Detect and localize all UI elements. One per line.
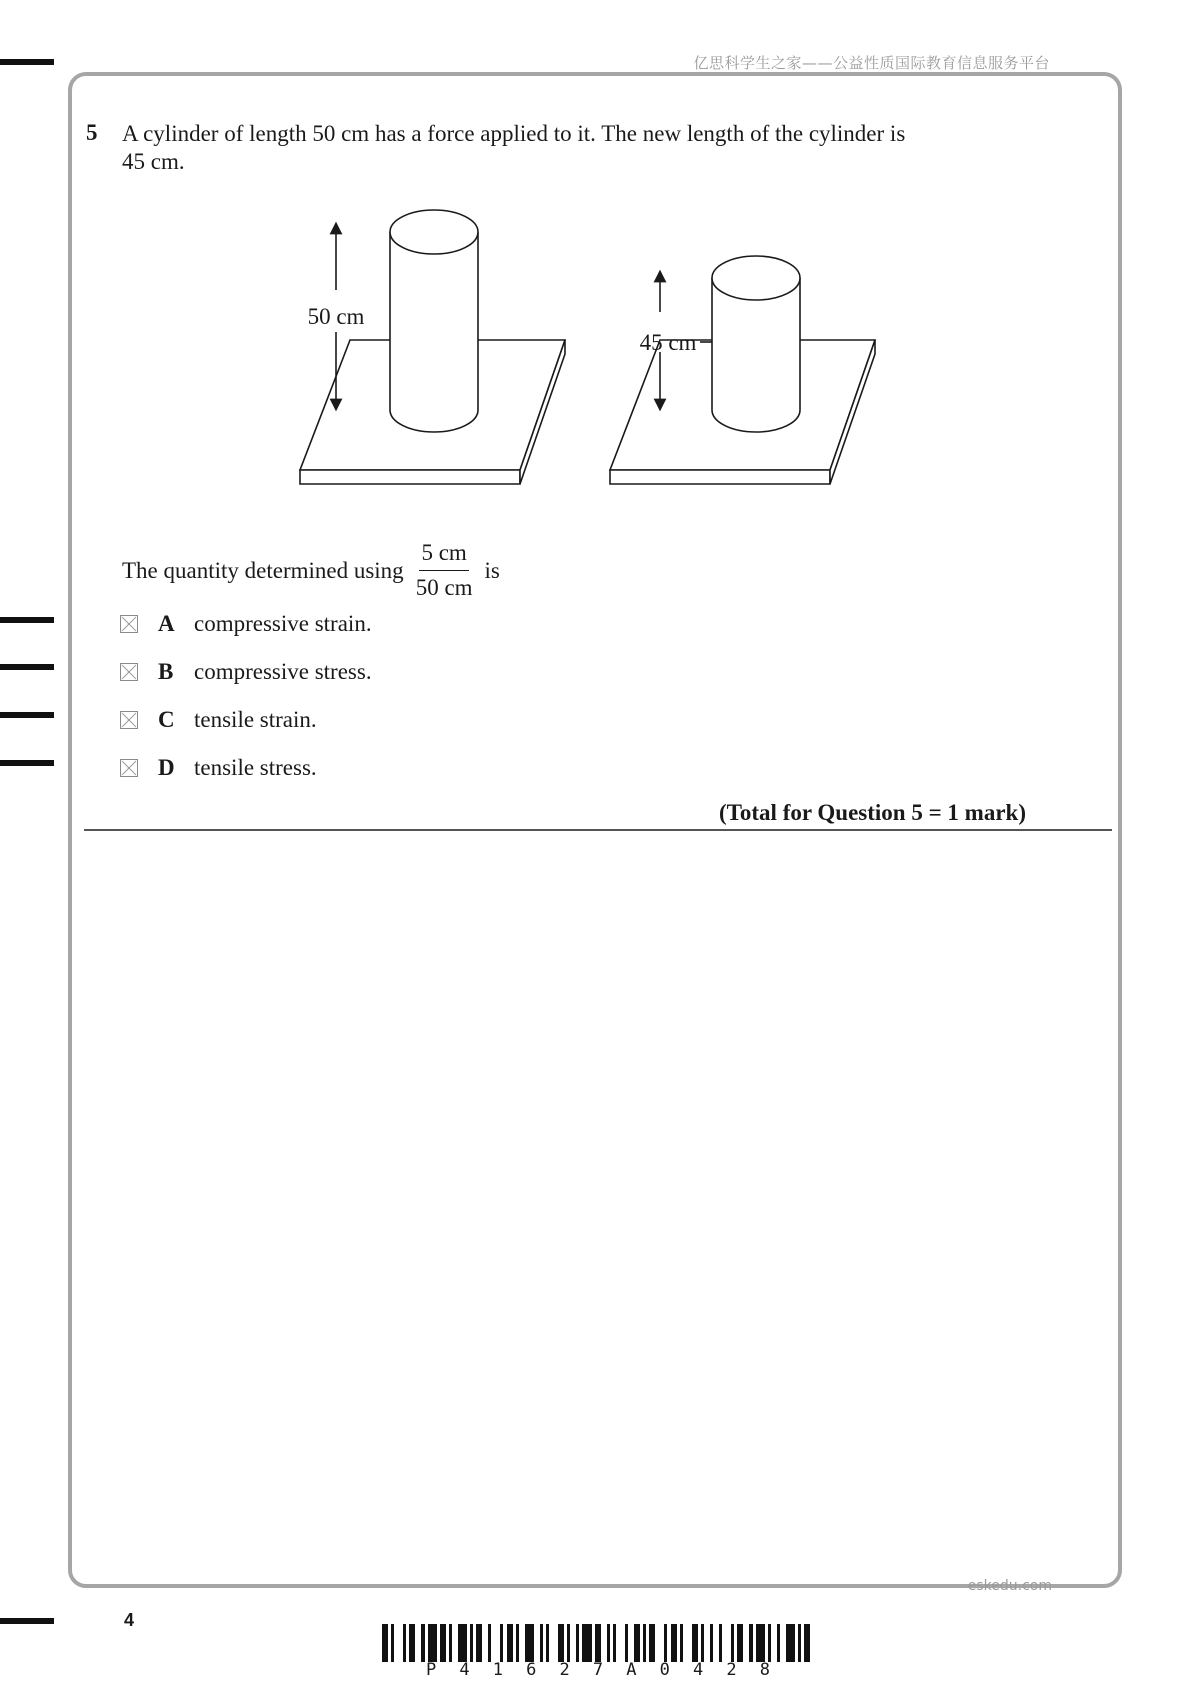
barcode-bar <box>722 1624 731 1662</box>
barcode-bar <box>525 1624 534 1662</box>
barcode-char: 8 <box>759 1660 770 1680</box>
margin-tick <box>0 760 54 766</box>
barcode <box>382 1624 814 1662</box>
barcode-bar <box>786 1624 795 1662</box>
option-text: compressive strain. <box>194 611 372 636</box>
original-cylinder <box>300 210 565 484</box>
watermark-header: 亿思科学生之家——公益性质国际教育信息服务平台 <box>693 54 1050 72</box>
answer-options <box>120 600 372 792</box>
barcode-char: 6 <box>526 1660 537 1680</box>
barcode-bar <box>491 1624 500 1662</box>
margin-tick <box>0 712 54 718</box>
option-letter: C <box>158 707 175 732</box>
barcode-char: 4 <box>693 1660 704 1680</box>
barcode-bar <box>683 1624 692 1662</box>
option-text: tensile strain. <box>194 707 317 732</box>
margin-tick <box>0 664 54 670</box>
barcode-char: P <box>426 1660 437 1680</box>
option-text: compressive stress. <box>194 659 372 684</box>
cylinder-diagram <box>280 200 900 500</box>
stem-prefix: The quantity determined using <box>122 557 404 583</box>
barcode-char: 1 <box>492 1660 503 1680</box>
barcode-bar <box>428 1624 437 1662</box>
option-c[interactable] <box>120 696 372 744</box>
barcode-char: 2 <box>559 1660 570 1680</box>
option-b[interactable] <box>120 648 372 696</box>
option-letter: D <box>158 755 175 780</box>
divider <box>84 829 1112 831</box>
option-a[interactable] <box>120 600 372 648</box>
barcode-text <box>382 1660 814 1680</box>
checkbox-icon[interactable] <box>120 615 138 633</box>
fraction-numerator: 5 cm <box>419 540 468 571</box>
barcode-char: 2 <box>726 1660 737 1680</box>
question-number: 5 <box>86 120 98 145</box>
barcode-char: 4 <box>459 1660 470 1680</box>
question-stem <box>122 540 500 601</box>
site-watermark: eskedu.com <box>967 1578 1052 1594</box>
margin-tick <box>0 1618 54 1624</box>
fraction-denominator: 50 cm <box>415 575 473 600</box>
label-50cm: 50 cm <box>307 304 365 329</box>
barcode-bar <box>616 1624 625 1662</box>
stem-suffix: is <box>484 557 500 583</box>
fraction <box>416 540 473 601</box>
question-text <box>122 120 1002 176</box>
label-45cm: 45 cm <box>639 330 697 355</box>
option-letter: B <box>158 659 174 684</box>
barcode-char: 7 <box>592 1660 604 1680</box>
barcode-bar <box>655 1624 664 1662</box>
total-marks: (Total for Question 5 = 1 mark) <box>719 800 1026 825</box>
compressed-cylinder <box>610 256 875 484</box>
option-text: tensile stress. <box>194 755 317 780</box>
margin-tick <box>0 59 54 65</box>
margin-tick <box>0 617 54 623</box>
option-letter: A <box>158 611 175 636</box>
option-d[interactable] <box>120 744 372 792</box>
barcode-bar <box>458 1624 467 1662</box>
question-text-line1: A cylinder of length 50 cm has a force applied to it. The new length of the cylinder is <box>122 121 906 146</box>
barcode-char: A <box>626 1660 637 1680</box>
question-text-line2: 45 cm. <box>122 149 185 174</box>
checkbox-icon[interactable] <box>120 663 138 681</box>
page-number: 4 <box>124 1610 135 1630</box>
barcode-bar <box>549 1624 558 1662</box>
checkbox-icon[interactable] <box>120 759 138 777</box>
barcode-bar <box>582 1624 591 1662</box>
barcode-bar <box>394 1624 403 1662</box>
barcode-bar <box>810 1624 813 1662</box>
barcode-bar <box>756 1624 765 1662</box>
barcode-char: 0 <box>659 1660 670 1680</box>
checkbox-icon[interactable] <box>120 711 138 729</box>
